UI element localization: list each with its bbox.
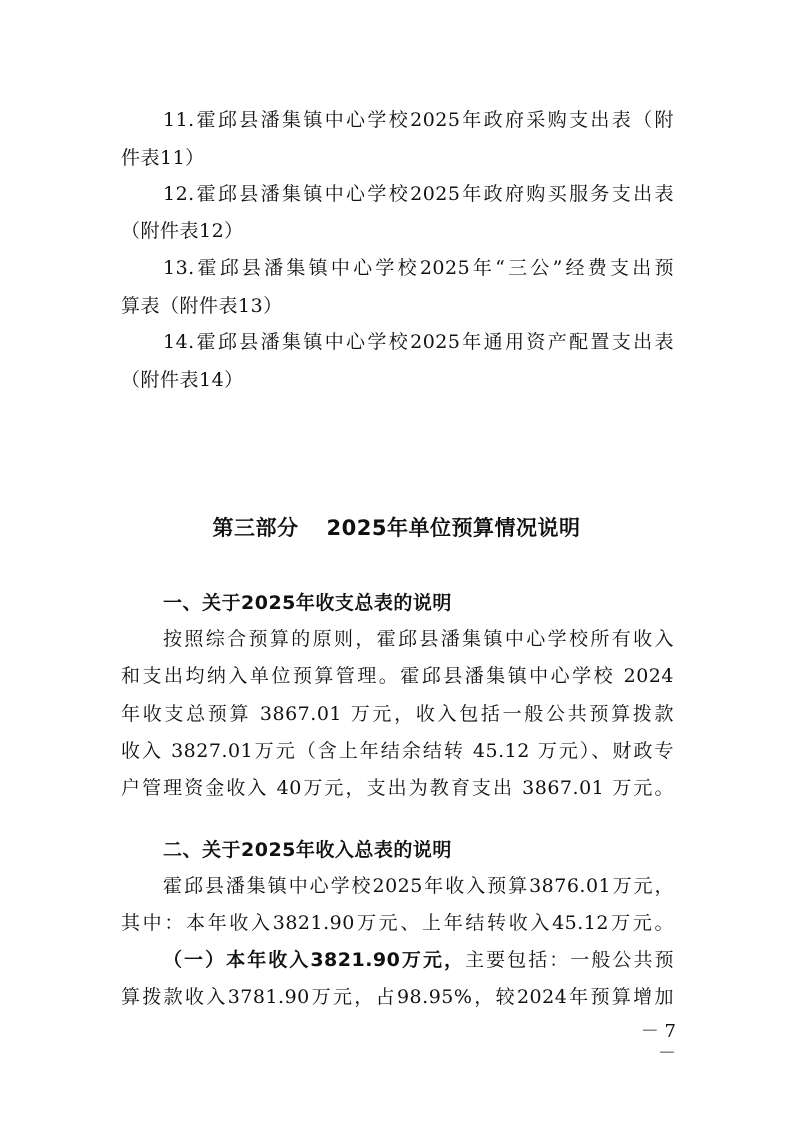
subsection-1-heading: 一、关于2025年收支总表的说明 — [163, 592, 452, 614]
subsection-2-line-2: 其中：本年收入3821.90万元、上年结转收入45.12万元。 — [121, 912, 674, 934]
section-title-text: 2025年单位预算情况说明 — [326, 516, 581, 540]
subsection-1-line-5: 户管理资金收入 40万元，支出为教育支出 3867.01 万元。 — [121, 777, 674, 799]
subsection-2-item-1-line-2: 算拨款收入3781.90万元，占98.95%，较2024年预算增加 — [121, 986, 674, 1008]
list-item-14-line1: 14.霍邱县潘集镇中心学校2025年通用资产配置支出表 — [163, 331, 674, 353]
subsection-1-line-2: 和支出均纳入单位预算管理。霍邱县潘集镇中心学校 2024 — [121, 665, 674, 687]
list-item-13-line1: 13.霍邱县潘集镇中心学校2025年“三公”经费支出预 — [163, 257, 674, 279]
list-item-13-line2: 算表（附件表13） — [121, 295, 283, 317]
subsection-2-item-1 — [163, 948, 674, 972]
list-item-11-line2: 件表11） — [121, 147, 205, 169]
subsection-2-line-1: 霍邱县潘集镇中心学校2025年收入预算3876.01万元， — [163, 875, 674, 897]
list-item-14-line2: （附件表14） — [121, 369, 244, 391]
list-item-11-line1: 11.霍邱县潘集镇中心学校2025年政府采购支出表（附 — [163, 109, 674, 131]
section-title — [0, 514, 793, 542]
subsection-1-line-4: 收入 3827.01万元（含上年结余结转 45.12 万元）、财政专 — [121, 740, 674, 762]
page-number: － 7 － — [640, 1021, 676, 1064]
item-1-bold-text: （一）本年收入3821.90万元， — [163, 949, 466, 971]
item-1-rest-text: 主要包括：一般公共预 — [465, 949, 674, 971]
subsection-1-line-1: 按照综合预算的原则，霍邱县潘集镇中心学校所有收入 — [163, 628, 674, 650]
section-title-part: 第三部分 — [212, 516, 299, 540]
list-item-12-line1: 12.霍邱县潘集镇中心学校2025年政府购买服务支出表 — [163, 183, 674, 205]
subsection-2-heading: 二、关于2025年收入总表的说明 — [163, 839, 452, 861]
subsection-1-line-3: 年收支总预算 3867.01 万元，收入包括一般公共预算拨款 — [121, 703, 674, 725]
list-item-12-line2: （附件表12） — [121, 220, 244, 242]
